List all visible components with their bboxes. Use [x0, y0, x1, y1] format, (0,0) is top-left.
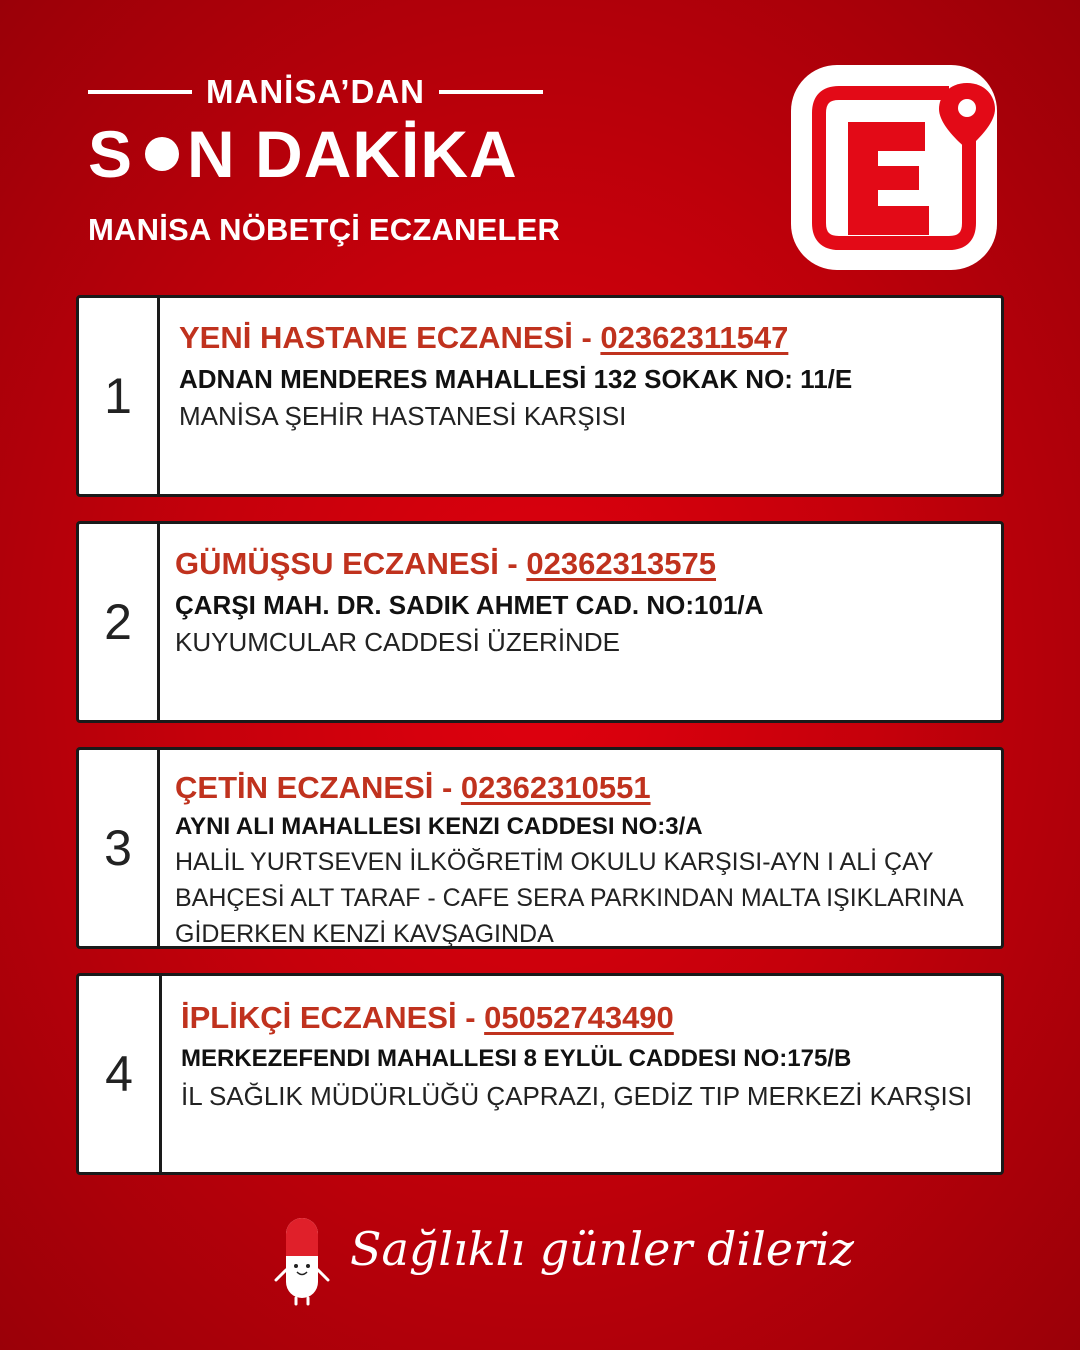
pharmacy-phone-link[interactable]: 02362313575 — [526, 546, 717, 581]
page-subtitle: MANİSA NÖBETÇİ ECZANELER — [88, 212, 561, 247]
pharmacy-number: 3 — [79, 750, 160, 946]
pharmacy-phone-link[interactable]: 02362311547 — [600, 320, 789, 355]
pharmacy-card — [76, 973, 1004, 1175]
pharmacy-name-row — [179, 318, 981, 358]
pharmacy-name: ÇETİN ECZANESİ - — [175, 770, 461, 805]
brand-left-line — [88, 90, 192, 94]
pharmacy-address: ÇARŞI MAH. DR. SADIK AHMET CAD. NO:101/A — [175, 590, 764, 620]
pharmacy-card — [76, 295, 1004, 497]
pharmacy-name-row — [181, 998, 981, 1038]
e-logo-icon — [791, 65, 997, 270]
pharmacy-name: YENİ HASTANE ECZANESİ - — [179, 320, 601, 355]
brand-main-text: N DAKİKA — [187, 117, 518, 191]
pharmacy-phone-link[interactable]: 02362310551 — [460, 770, 651, 805]
pharmacy-description: HALİL YURTSEVEN İLKÖĞRETİM OKULU KARŞISI-AYN I ALİ ÇAY BAHÇESİ ALT TARAF - CAFE SERA PARKINDAN MALTA IŞIKLARINA GİDERKEN KENZİ KAVŞAGINDA — [175, 848, 963, 948]
pharmacy-number: 4 — [79, 976, 162, 1172]
brand-logo — [88, 70, 543, 194]
brand-top-row — [88, 70, 543, 114]
pharmacy-description: İL SAĞLIK MÜDÜRLÜĞÜ ÇAPRAZI, GEDİZ TIP MERKEZİ KARŞISI — [181, 1081, 973, 1111]
pharmacy-address: MERKEZEFENDI MAHALLESI 8 EYLÜL CADDESI NO:175/B — [181, 1045, 852, 1072]
pharmacy-card — [76, 747, 1004, 949]
pharmacy-address: AYNI ALI MAHALLESI KENZI CADDESI NO:3/A — [175, 813, 703, 840]
footer — [270, 1212, 855, 1307]
brand-top-text: MANİSA’DAN — [206, 73, 426, 110]
pharmacy-description: KUYUMCULAR CADDESİ ÜZERİNDE — [175, 627, 620, 657]
pharmacy-address: ADNAN MENDERES MAHALLESİ 132 SOKAK NO: 11/E — [179, 364, 853, 394]
pharmacy-number: 2 — [79, 524, 160, 720]
pill-mascot-icon — [270, 1214, 334, 1306]
pharmacy-card — [76, 521, 1004, 723]
brand-right-line — [439, 90, 543, 94]
brand-main-s: S — [88, 117, 134, 191]
brand-dot-icon — [145, 137, 179, 171]
pharmacy-number: 1 — [79, 298, 160, 494]
pharmacy-name-row — [175, 544, 981, 584]
pharmacy-name: İPLİKÇİ ECZANESİ - — [181, 1000, 485, 1035]
pharmacy-name: GÜMÜŞSU ECZANESİ - — [175, 546, 527, 581]
pharmacy-name-row — [175, 768, 981, 808]
pharmacy-phone-link[interactable]: 05052743490 — [484, 1000, 674, 1035]
footer-message: Sağlıklı günler dileriz — [350, 1222, 855, 1276]
brand-main-row — [88, 114, 543, 194]
pharmacy-description: MANİSA ŞEHİR HASTANESİ KARŞISI — [179, 401, 627, 431]
